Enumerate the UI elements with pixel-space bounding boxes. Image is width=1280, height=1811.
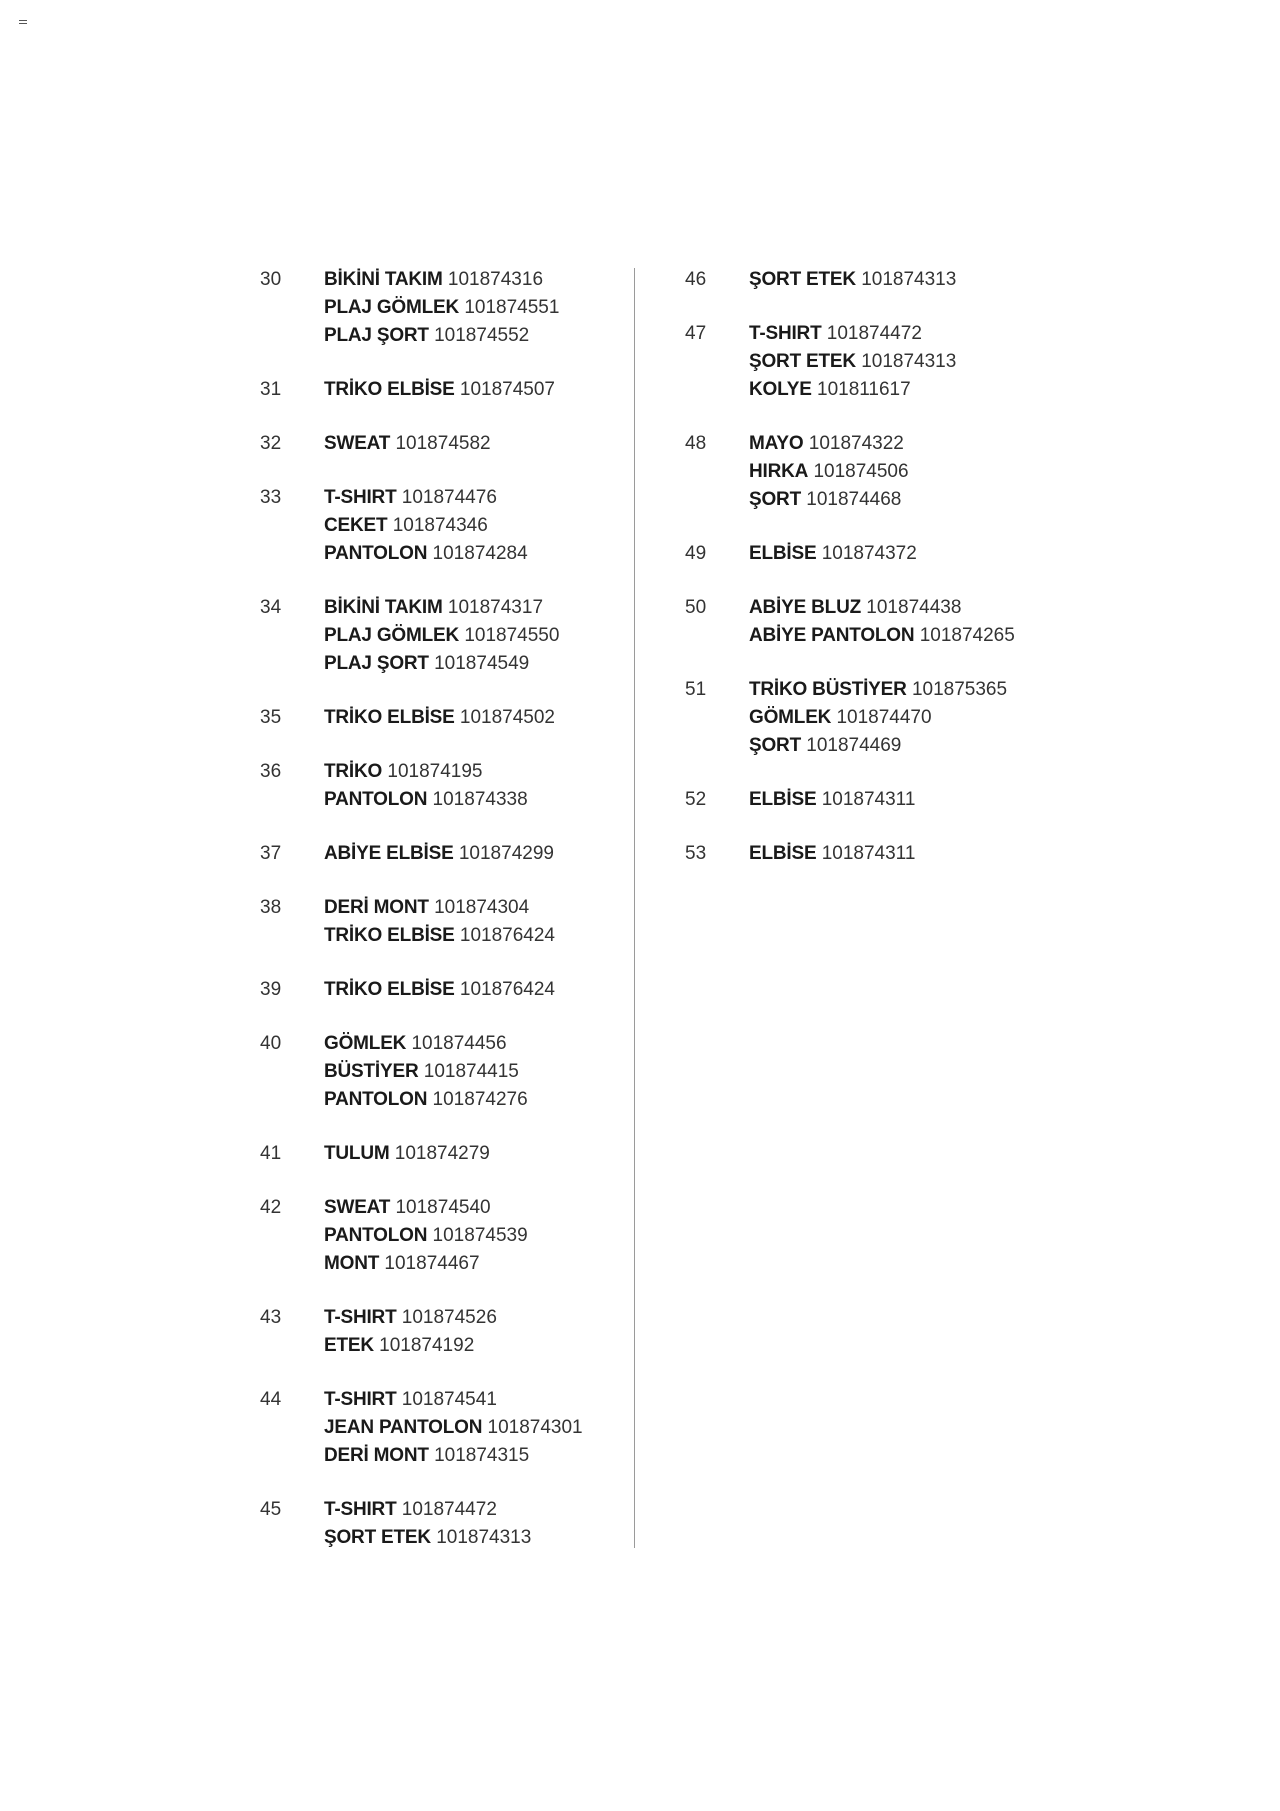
product-name: T-SHIRT (324, 487, 397, 508)
product-name: ABİYE ELBİSE (324, 843, 454, 864)
product-item (749, 704, 1065, 732)
entry-items (324, 1194, 640, 1278)
entry-number: 45 (260, 1499, 282, 1520)
menu-icon-bar (19, 20, 27, 21)
entry-number: 52 (685, 789, 707, 810)
product-item (324, 430, 640, 458)
product-item (749, 594, 1065, 622)
product-item (749, 840, 1065, 868)
entry-number: 44 (260, 1389, 282, 1410)
product-name: ELBİSE (749, 543, 817, 564)
product-item (749, 458, 1065, 486)
product-entry (685, 540, 1065, 568)
product-name: ŞORT ETEK (749, 351, 856, 372)
entry-items (324, 430, 640, 458)
product-code: 101874507 (459, 379, 555, 400)
product-item (324, 1304, 640, 1332)
entry-items (324, 758, 640, 814)
product-item (324, 1250, 640, 1278)
product-code: 101874265 (919, 625, 1015, 646)
product-item (324, 1140, 640, 1168)
product-name: DERİ MONT (324, 1445, 429, 1466)
product-item (324, 1030, 640, 1058)
product-name: T-SHIRT (324, 1389, 397, 1410)
product-list-right-column (685, 266, 1065, 894)
entry-items (324, 594, 640, 678)
product-name: ELBİSE (749, 789, 817, 810)
product-code: 101811617 (817, 379, 911, 400)
product-code: 101876424 (459, 925, 555, 946)
product-name: PLAJ ŞORT (324, 653, 429, 674)
menu-icon-bar (19, 23, 27, 24)
entry-items (324, 1030, 640, 1114)
product-item (324, 266, 640, 294)
product-name: BİKİNİ TAKIM (324, 597, 443, 618)
product-item (749, 266, 1065, 294)
entry-number: 30 (260, 269, 282, 290)
product-item (749, 622, 1065, 650)
product-name: GÖMLEK (324, 1033, 407, 1054)
product-entry (685, 430, 1065, 514)
product-code: 101874313 (861, 351, 957, 372)
product-code: 101874195 (387, 761, 483, 782)
product-name: T-SHIRT (324, 1499, 397, 1520)
product-item (324, 376, 640, 404)
entry-number: 43 (260, 1307, 282, 1328)
product-item (324, 1414, 640, 1442)
product-item (324, 922, 640, 950)
entry-number: 32 (260, 433, 282, 454)
product-name: KOLYE (749, 379, 812, 400)
product-item (324, 786, 640, 814)
product-entry (260, 976, 640, 1004)
product-code: 101874526 (401, 1307, 497, 1328)
entry-items (324, 894, 640, 950)
product-item (749, 376, 1065, 404)
entry-number: 49 (685, 543, 707, 564)
product-code: 101874502 (459, 707, 555, 728)
product-item (749, 540, 1065, 568)
product-name: ETEK (324, 1335, 374, 1356)
product-code: 101874456 (411, 1033, 507, 1054)
product-item (749, 320, 1065, 348)
entry-number: 53 (685, 843, 707, 864)
product-code: 101874301 (487, 1417, 583, 1438)
entry-number: 51 (685, 679, 707, 700)
product-code: 101874539 (432, 1225, 528, 1246)
entry-number: 42 (260, 1197, 282, 1218)
product-entry (685, 320, 1065, 404)
column-divider (634, 268, 635, 1548)
entry-number: 48 (685, 433, 707, 454)
product-code: 101874541 (401, 1389, 497, 1410)
product-item (324, 1194, 640, 1222)
product-item (324, 294, 640, 322)
product-item (324, 1386, 640, 1414)
product-item (324, 1222, 640, 1250)
product-code: 101874317 (447, 597, 544, 618)
product-code: 101874468 (806, 489, 902, 510)
product-name: MAYO (749, 433, 804, 454)
product-entry (260, 1140, 640, 1168)
product-name: ŞORT (749, 735, 801, 756)
entry-number: 46 (685, 269, 707, 290)
product-code: 101874476 (401, 487, 497, 508)
entry-number: 37 (260, 843, 282, 864)
entry-number: 40 (260, 1033, 282, 1054)
product-code: 101874469 (806, 735, 902, 756)
entry-number: 34 (260, 597, 282, 618)
product-item (324, 594, 640, 622)
entry-items (749, 430, 1065, 514)
product-name: ŞORT ETEK (749, 269, 856, 290)
product-entry (260, 1304, 640, 1360)
product-name: MONT (324, 1253, 380, 1274)
product-item (324, 484, 640, 512)
entry-items (324, 1386, 640, 1470)
product-code: 101874284 (432, 543, 528, 564)
product-name: SWEAT (324, 1197, 391, 1218)
product-code: 101874311 (821, 789, 916, 810)
product-name: JEAN PANTOLON (324, 1417, 483, 1438)
entry-items (324, 266, 640, 350)
product-code: 101874346 (392, 515, 488, 536)
product-entry (685, 840, 1065, 868)
product-code: 101874315 (434, 1445, 530, 1466)
product-entry (685, 594, 1065, 650)
product-entry (260, 430, 640, 458)
product-item (324, 704, 640, 732)
product-name: PANTOLON (324, 1225, 428, 1246)
product-name: ELBİSE (749, 843, 817, 864)
product-name: PLAJ GÖMLEK (324, 297, 460, 318)
product-entry (260, 1496, 640, 1552)
product-name: PLAJ GÖMLEK (324, 625, 460, 646)
product-name: TRİKO ELBİSE (324, 925, 455, 946)
entry-items (324, 484, 640, 568)
entry-number: 33 (260, 487, 282, 508)
entry-items (749, 266, 1065, 294)
product-code: 101874549 (434, 653, 530, 674)
product-item (324, 322, 640, 350)
entry-number: 38 (260, 897, 282, 918)
product-item (324, 1086, 640, 1114)
product-code: 101874472 (401, 1499, 497, 1520)
entry-number: 41 (260, 1143, 282, 1164)
product-code: 101874304 (434, 897, 530, 918)
product-name: ABİYE PANTOLON (749, 625, 915, 646)
product-code: 101874467 (384, 1253, 480, 1274)
entry-items (749, 540, 1065, 568)
product-entry (685, 676, 1065, 760)
entry-items (749, 786, 1065, 814)
product-entry (685, 266, 1065, 294)
product-name: PLAJ ŞORT (324, 325, 429, 346)
product-name: TRİKO ELBİSE (324, 707, 455, 728)
product-item (324, 976, 640, 1004)
product-code: 101874372 (821, 543, 917, 564)
product-item (324, 1496, 640, 1524)
product-entry (260, 266, 640, 350)
product-item (749, 732, 1065, 760)
product-name: PANTOLON (324, 1089, 428, 1110)
product-item (324, 622, 640, 650)
product-entry (260, 758, 640, 814)
product-code: 101874338 (432, 789, 528, 810)
entry-items (749, 676, 1065, 760)
product-name: HIRKA (749, 461, 809, 482)
entry-number: 47 (685, 323, 707, 344)
product-entry (685, 786, 1065, 814)
product-name: T-SHIRT (749, 323, 822, 344)
product-entry (260, 704, 640, 732)
product-list-left-column (260, 266, 640, 1578)
product-code: 101874316 (447, 269, 544, 290)
product-entry (260, 840, 640, 868)
product-entry (260, 484, 640, 568)
entry-items (324, 1304, 640, 1360)
product-name: ŞORT ETEK (324, 1527, 431, 1548)
entry-number: 36 (260, 761, 282, 782)
product-name: BİKİNİ TAKIM (324, 269, 443, 290)
product-code: 101874192 (379, 1335, 475, 1356)
entry-items (324, 704, 640, 732)
product-code: 101875365 (911, 679, 1008, 700)
product-code: 101874550 (464, 625, 560, 646)
entry-items (324, 1140, 640, 1168)
product-code: 101874279 (394, 1143, 490, 1164)
product-code: 101874313 (436, 1527, 532, 1548)
product-item (324, 1058, 640, 1086)
entry-items (324, 1496, 640, 1552)
product-item (324, 894, 640, 922)
entry-items (324, 840, 640, 868)
product-item (749, 786, 1065, 814)
product-item (324, 840, 640, 868)
product-name: T-SHIRT (324, 1307, 397, 1328)
product-item (324, 650, 640, 678)
entry-number: 35 (260, 707, 282, 728)
entry-number: 50 (685, 597, 707, 618)
product-code: 101874551 (464, 297, 560, 318)
product-item (324, 512, 640, 540)
product-code: 101874540 (395, 1197, 491, 1218)
product-name: SWEAT (324, 433, 391, 454)
product-name: TRİKO (324, 761, 383, 782)
product-entry (260, 894, 640, 950)
product-code: 101876424 (459, 979, 555, 1000)
entry-items (749, 320, 1065, 404)
product-code: 101874438 (866, 597, 962, 618)
product-name: CEKET (324, 515, 388, 536)
product-code: 101874276 (432, 1089, 528, 1110)
product-entry (260, 1194, 640, 1278)
product-code: 101874472 (826, 323, 922, 344)
product-name: PANTOLON (324, 789, 428, 810)
product-code: 101874552 (434, 325, 530, 346)
menu-icon[interactable] (19, 20, 27, 26)
product-item (749, 676, 1065, 704)
product-code: 101874470 (836, 707, 932, 728)
entry-items (749, 594, 1065, 650)
product-name: TRİKO BÜSTİYER (749, 679, 907, 700)
product-name: PANTOLON (324, 543, 428, 564)
product-code: 101874311 (821, 843, 916, 864)
product-name: TRİKO ELBİSE (324, 979, 455, 1000)
product-name: TRİKO ELBİSE (324, 379, 455, 400)
entry-items (324, 376, 640, 404)
product-entry (260, 1030, 640, 1114)
product-item (324, 1524, 640, 1552)
product-name: GÖMLEK (749, 707, 832, 728)
product-entry (260, 376, 640, 404)
entry-items (324, 976, 640, 1004)
entry-number: 39 (260, 979, 282, 1000)
product-name: TULUM (324, 1143, 390, 1164)
product-code: 101874506 (813, 461, 909, 482)
entry-number: 31 (260, 379, 282, 400)
product-code: 101874582 (395, 433, 491, 454)
product-code: 101874322 (808, 433, 904, 454)
product-name: ŞORT (749, 489, 801, 510)
product-entry (260, 594, 640, 678)
product-entry (260, 1386, 640, 1470)
product-code: 101874313 (861, 269, 957, 290)
product-item (324, 1442, 640, 1470)
product-item (324, 1332, 640, 1360)
product-name: BÜSTİYER (324, 1061, 419, 1082)
product-item (749, 486, 1065, 514)
product-code: 101874415 (423, 1061, 519, 1082)
entry-items (749, 840, 1065, 868)
product-code: 101874299 (458, 843, 554, 864)
product-item (324, 758, 640, 786)
product-item (749, 348, 1065, 376)
product-item (749, 430, 1065, 458)
product-name: ABİYE BLUZ (749, 597, 862, 618)
product-name: DERİ MONT (324, 897, 429, 918)
product-item (324, 540, 640, 568)
